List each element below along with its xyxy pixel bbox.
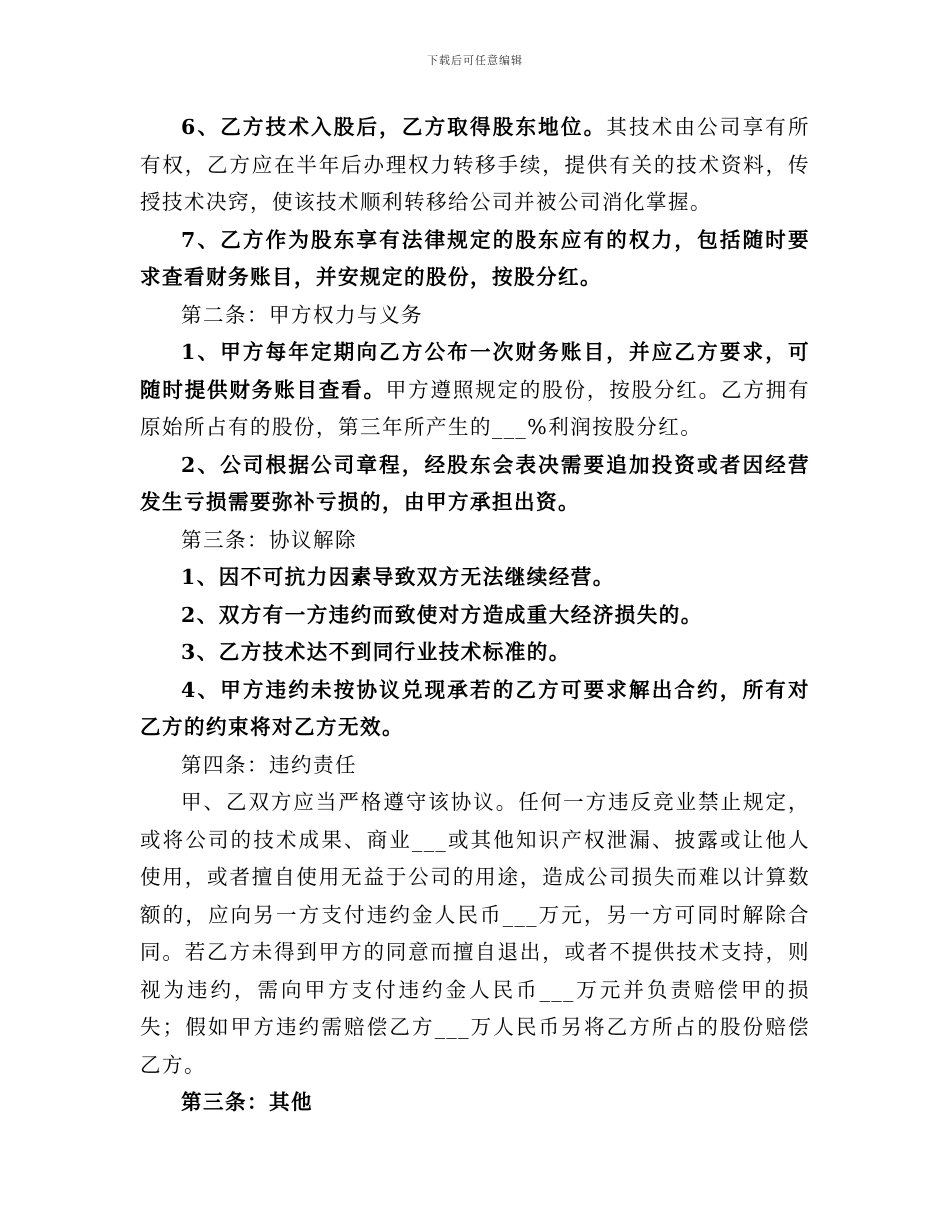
article-4-body [140,784,810,1084]
article-2-clause-1-bold: 1、甲方每年定期向乙方公布一次财务账目，并应乙方要求，可随时提供财务账目查看。 [140,340,810,402]
article-4-heading-text: 第四条：违约责任 [181,752,357,777]
document-body [140,109,810,1122]
article-2-clause-2 [140,447,810,522]
clause-6 [140,109,810,222]
page-header: 下载后可任意编辑 [427,54,523,67]
article-2-clause-1-text: 甲方遵照规定的股份，按股分红。乙方拥有原始所占有的股份，第三年所产生的___%利润按股分红。 [140,377,811,439]
article-4-body-text: 甲、乙双方应当严格遵守该协议。任何一方违反竞业禁止规定，或将公司的技术成果、商业___或其他知识产权泄漏、披露或让他人使用，或者擅自使用无益于公司的用途，造成公司损失而难以计算数额的，应向另一方支付违约金人民币___万元，另一方可同时解除合同。若乙方未得到甲方的同意而擅自退出，或者不提供技术支持，则视为违约，需向甲方支付违约金人民币___万元并负责赔偿甲的损失；假如甲方违约需赔偿乙方___万人民币另将乙方所占的股份赔偿乙方。 [140,790,810,1077]
clause-6-bold: 6、乙方技术入股后，乙方取得股东地位。 [181,115,607,139]
clause-7-bold: 7、乙方作为股东享有法律规定的股东应有的权力，包括随时要求查看财务账目，并安规定的股份，按股分红。 [140,227,810,289]
article-3-clause-2-bold: 2、双方有一方违约而致使对方造成重大经济损失的。 [181,602,703,627]
article-3-heading-text: 第三条：协议解除 [181,527,357,552]
article-3-clause-1 [140,559,810,597]
article-3-clause-1-bold: 1、因不可抗力因素导致双方无法继续经营。 [181,565,615,589]
article-3-heading [140,522,810,560]
clause-6-text: 其技术由公司享有所有权，乙方应在半年后办理权力转移手续，提供有关的技术资料，传授技术决窍，使该技术顺利转移给公司并被公司消化掌握。 [140,115,811,214]
article-2-clause-2-bold: 2、公司根据公司章程，经股东会表决需要追加投资或者因经营发生亏损需要弥补亏损的，由甲方承担出资。 [140,452,810,514]
article-3-clause-3-bold: 3、乙方技术达不到同行业技术标准的。 [181,640,571,664]
article-other-heading-bold: 第三条：其他 [181,1090,313,1114]
article-3-clause-4-bold: 4、甲方违约未按协议兑现承若的乙方可要求解出合约，所有对乙方的约束将对乙方无效。 [140,677,810,739]
article-3-clause-4 [140,672,810,747]
article-4-heading [140,747,810,785]
article-3-clause-2 [140,597,810,635]
article-2-clause-1 [140,334,810,447]
article-2-heading [140,297,810,335]
clause-7 [140,222,810,297]
article-other-heading [140,1084,810,1122]
article-2-heading-text: 第二条：甲方权力与义务 [181,302,423,327]
article-3-clause-3 [140,634,810,672]
